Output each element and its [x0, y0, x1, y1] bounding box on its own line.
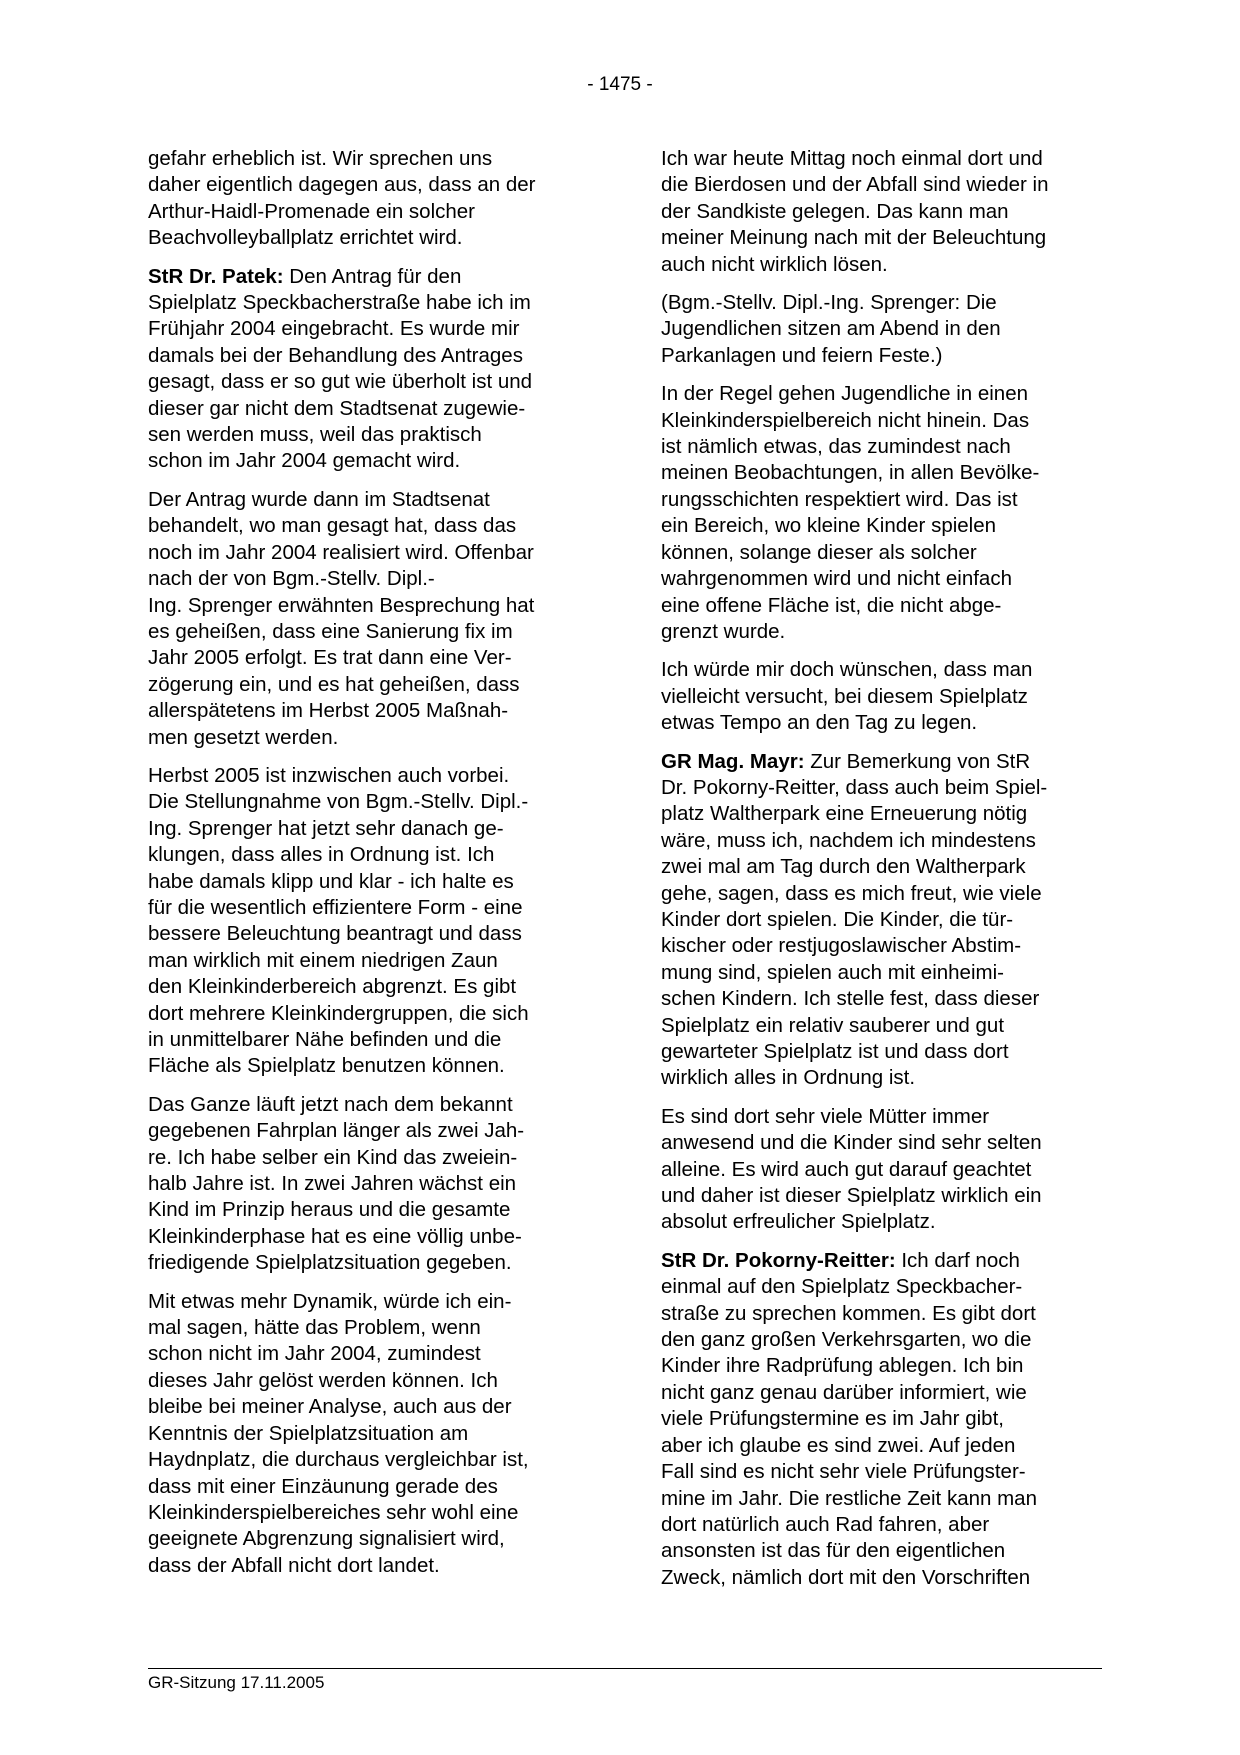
text-line — [661, 1248, 1099, 1274]
text-line: Ich würde mir doch wünschen, dass man — [661, 658, 1033, 682]
text-line: geeignete Abgrenzung signalisiert wird, — [148, 1527, 505, 1551]
text-line: habe damals klipp und klar - ich halte es — [148, 869, 514, 893]
text-line: gewarteter Spielplatz ist und dass dort — [661, 1040, 1009, 1063]
text-line: einmal auf den Spielplatz Speckbacher- — [661, 1275, 1023, 1299]
text-line: der Sandkiste gelegen. Das kann man — [661, 199, 1009, 223]
text-line: Kleinkinderspielbereiches sehr wohl eine — [148, 1500, 519, 1524]
paragraph — [148, 264, 586, 475]
text-line: ist nämlich etwas, das zumindest nach — [661, 435, 1011, 459]
text-line: Die Stellungnahme von Bgm.-Stellv. Dipl.- — [148, 790, 529, 814]
text-line: wirklich alles in Ordnung ist. — [661, 1066, 916, 1090]
text-line: für die wesentlich effizientere Form - eine — [148, 895, 523, 919]
text-line: den Kleinkinderbereich abgrenzt. Es gibt — [148, 975, 517, 999]
paragraph — [148, 487, 586, 751]
page-number: - 1475 - — [587, 74, 653, 95]
text-line: nicht ganz genau darüber informiert, wie — [661, 1380, 1027, 1404]
text-line: ansonsten ist das für den eigentlichen — [661, 1539, 1006, 1563]
text-line: Haydnplatz, die durchaus vergleichbar ist, — [148, 1448, 529, 1472]
text-line: dieses Jahr gelöst werden können. Ich — [148, 1368, 498, 1392]
text-line: Ing. Sprenger erwähnten Besprechung hat — [148, 593, 535, 617]
text-line: grenzt wurde. — [661, 619, 786, 643]
text-line: gegebenen Fahrplan länger als zwei Jah- — [148, 1119, 525, 1143]
paragraph — [661, 1248, 1099, 1591]
text-line: sen werden muss, weil das praktisch — [148, 423, 482, 447]
text-line: daher eigentlich dagegen aus, dass an der — [148, 173, 536, 197]
paragraph — [661, 1104, 1099, 1236]
right-column — [661, 146, 1099, 1603]
speech-text: Ich darf noch — [895, 1248, 1020, 1272]
footer-divider — [148, 1668, 1102, 1669]
text-line: in unmittelbarer Nähe befinden und die — [148, 1028, 502, 1051]
text-line: Es sind dort sehr viele Mütter immer — [661, 1104, 990, 1128]
paragraph — [148, 763, 586, 1080]
paragraph — [148, 1289, 586, 1579]
text-line: dass mit einer Einzäunung gerade des — [148, 1474, 498, 1498]
text-line: man wirklich mit einem niedrigen Zaun — [148, 948, 498, 972]
text-line: Kleinkinderphase hat es eine völlig unbe- — [148, 1224, 522, 1248]
text-line: men gesetzt werden. — [148, 725, 339, 749]
text-line: Der Antrag wurde dann im Stadtsenat — [148, 487, 490, 511]
text-line: platz Waltherpark eine Erneuerung nötig — [661, 802, 1028, 826]
text-line: klungen, dass alles in Ordnung ist. Ich — [148, 843, 495, 867]
text-line: Kleinkinderspielbereich nicht hinein. Das — [661, 408, 1030, 432]
text-line: schen Kindern. Ich stelle fest, dass dieser — [661, 987, 1040, 1011]
text-line: Ich war heute Mittag noch einmal dort und — [661, 147, 1043, 170]
text-line: den ganz großen Verkehrsgarten, wo die — [661, 1328, 1032, 1352]
text-line: können, solange dieser als solcher — [661, 540, 977, 564]
text-line: Fall sind es nicht sehr viele Prüfungster- — [661, 1460, 1026, 1484]
text-line: rungsschichten respektiert wird. Das ist — [661, 487, 1018, 511]
text-line: Jahr 2005 erfolgt. Es trat dann eine Ver- — [148, 646, 512, 670]
text-line: alleine. Es wird auch gut darauf geachtet — [661, 1157, 1032, 1181]
text-line: (Bgm.-Stellv. Dipl.-Ing. Sprenger: Die — [661, 291, 997, 315]
text-line: mine im Jahr. Die restliche Zeit kann man — [661, 1486, 1037, 1510]
text-line: gehe, sagen, dass es mich freut, wie viele — [661, 881, 1042, 905]
speaker-name: GR Mag. Mayr: — [661, 749, 805, 773]
text-line: bessere Beleuchtung beantragt und dass — [148, 922, 522, 946]
text-line: allerspätetens im Herbst 2005 Maßnah- — [148, 699, 509, 723]
text-line: wäre, muss ich, nachdem ich mindestens — [661, 828, 1036, 852]
text-line: Das Ganze läuft jetzt nach dem bekannt — [148, 1092, 513, 1116]
paragraph — [148, 146, 586, 252]
text-line — [661, 749, 1099, 775]
text-line: dass der Abfall nicht dort landet. — [148, 1553, 440, 1577]
text-line: meiner Meinung nach mit der Beleuchtung — [661, 226, 1047, 250]
text-line: straße zu sprechen kommen. Es gibt dort — [661, 1301, 1036, 1325]
paragraph — [661, 381, 1099, 645]
paragraph — [661, 749, 1099, 1092]
text-line: Kenntnis der Spielplatzsituation am — [148, 1421, 469, 1445]
text-line: absolut erfreulicher Spielplatz. — [661, 1210, 936, 1234]
footer-session-label: GR-Sitzung 17.11.2005 — [148, 1673, 325, 1692]
text-line: anwesend und die Kinder sind sehr selten — [661, 1131, 1042, 1155]
text-line: etwas Tempo an den Tag zu legen. — [661, 711, 978, 735]
text-line: Beachvolleyballplatz errichtet wird. — [148, 226, 463, 250]
text-line: Arthur-Haidl-Promenade ein solcher — [148, 199, 476, 223]
text-line: damals bei der Behandlung des Antrages — [148, 343, 523, 367]
text-line: es geheißen, dass eine Sanierung fix im — [148, 619, 513, 643]
text-line: gefahr erheblich ist. Wir sprechen uns — [148, 147, 493, 170]
text-line: Parkanlagen und feiern Feste.) — [661, 343, 943, 367]
text-line: wahrgenommen wird und nicht einfach — [661, 567, 1012, 591]
text-line: re. Ich habe selber ein Kind das zweiein- — [148, 1145, 518, 1169]
text-line: schon nicht im Jahr 2004, zumindest — [148, 1342, 481, 1366]
text-line: aber ich glaube es sind zwei. Auf jeden — [661, 1433, 1016, 1457]
paragraph — [661, 290, 1099, 369]
paragraph — [148, 1092, 586, 1277]
text-line: zwei mal am Tag durch den Waltherpark — [661, 855, 1026, 879]
text-line: eine offene Fläche ist, die nicht abge- — [661, 593, 1002, 617]
text-line: viele Prüfungstermine es im Jahr gibt, — [661, 1407, 1004, 1431]
text-line: Jugendlichen sitzen am Abend in den — [661, 317, 1001, 341]
text-line: behandelt, wo man gesagt hat, dass das — [148, 514, 517, 538]
text-line — [148, 264, 586, 290]
text-line: zögerung ein, und es hat geheißen, dass — [148, 672, 520, 696]
paragraph — [661, 657, 1099, 736]
text-line: noch im Jahr 2004 realisiert wird. Offenbar — [148, 540, 534, 564]
text-line: und daher ist dieser Spielplatz wirklich ein — [661, 1184, 1042, 1208]
text-line: halb Jahre ist. In zwei Jahren wächst ein — [148, 1172, 517, 1196]
text-line: mal sagen, hätte das Problem, wenn — [148, 1316, 481, 1340]
text-line: gesagt, dass er so gut wie überholt ist und — [148, 370, 533, 394]
text-line: ein Bereich, wo kleine Kinder spielen — [661, 514, 997, 538]
text-line: meinen Beobachtungen, in allen Bevölke- — [661, 461, 1040, 485]
text-line: In der Regel gehen Jugendliche in einen — [661, 382, 1028, 406]
text-line: auch nicht wirklich lösen. — [661, 252, 888, 276]
left-column — [148, 146, 586, 1591]
text-line: vielleicht versucht, bei diesem Spielplatz — [661, 684, 1028, 708]
speaker-name: StR Dr. Pokorny-Reitter: — [661, 1248, 896, 1272]
text-line: bleibe bei meiner Analyse, auch aus der — [148, 1395, 512, 1419]
text-line: die Bierdosen und der Abfall sind wieder in — [661, 173, 1049, 197]
text-line: Spielplatz Speckbacherstraße habe ich im — [148, 291, 531, 315]
speech-text: Den Antrag für den — [283, 264, 462, 288]
text-line: kischer oder restjugoslawischer Abstim- — [661, 934, 1022, 958]
text-line: Kinder ihre Radprüfung ablegen. Ich bin — [661, 1354, 1024, 1378]
text-line: friedigende Spielplatzsituation gegeben. — [148, 1251, 512, 1275]
text-line: Kind im Prinzip heraus und die gesamte — [148, 1198, 511, 1222]
text-line: Herbst 2005 ist inzwischen auch vorbei. — [148, 763, 510, 787]
text-line: Ing. Sprenger hat jetzt sehr danach ge- — [148, 816, 504, 840]
text-line: dort natürlich auch Rad fahren, aber — [661, 1512, 990, 1536]
text-line: Fläche als Spielplatz benutzen können. — [148, 1054, 505, 1078]
paragraph — [661, 146, 1099, 278]
text-line: schon im Jahr 2004 gemacht wird. — [148, 449, 461, 473]
text-line: Mit etwas mehr Dynamik, würde ich ein- — [148, 1289, 512, 1313]
text-line: Dr. Pokorny-Reitter, dass auch beim Spiel- — [661, 775, 1048, 799]
text-line: dort mehrere Kleinkindergruppen, die sich — [148, 1001, 529, 1025]
text-line: Zweck, nämlich dort mit den Vorschriften — [661, 1565, 1031, 1589]
text-line: mung sind, spielen auch mit einheimi- — [661, 960, 1004, 984]
text-line: Spielplatz ein relativ sauberer und gut — [661, 1013, 1005, 1037]
text-line: nach der von Bgm.-Stellv. Dipl.- — [148, 567, 435, 591]
text-line: dieser gar nicht dem Stadtsenat zugewie- — [148, 396, 526, 420]
speech-text: Zur Bemerkung von StR — [804, 749, 1031, 773]
text-line: Kinder dort spielen. Die Kinder, die tür- — [661, 907, 1014, 931]
text-line: Frühjahr 2004 eingebracht. Es wurde mir — [148, 317, 520, 341]
speaker-name: StR Dr. Patek: — [148, 264, 284, 288]
